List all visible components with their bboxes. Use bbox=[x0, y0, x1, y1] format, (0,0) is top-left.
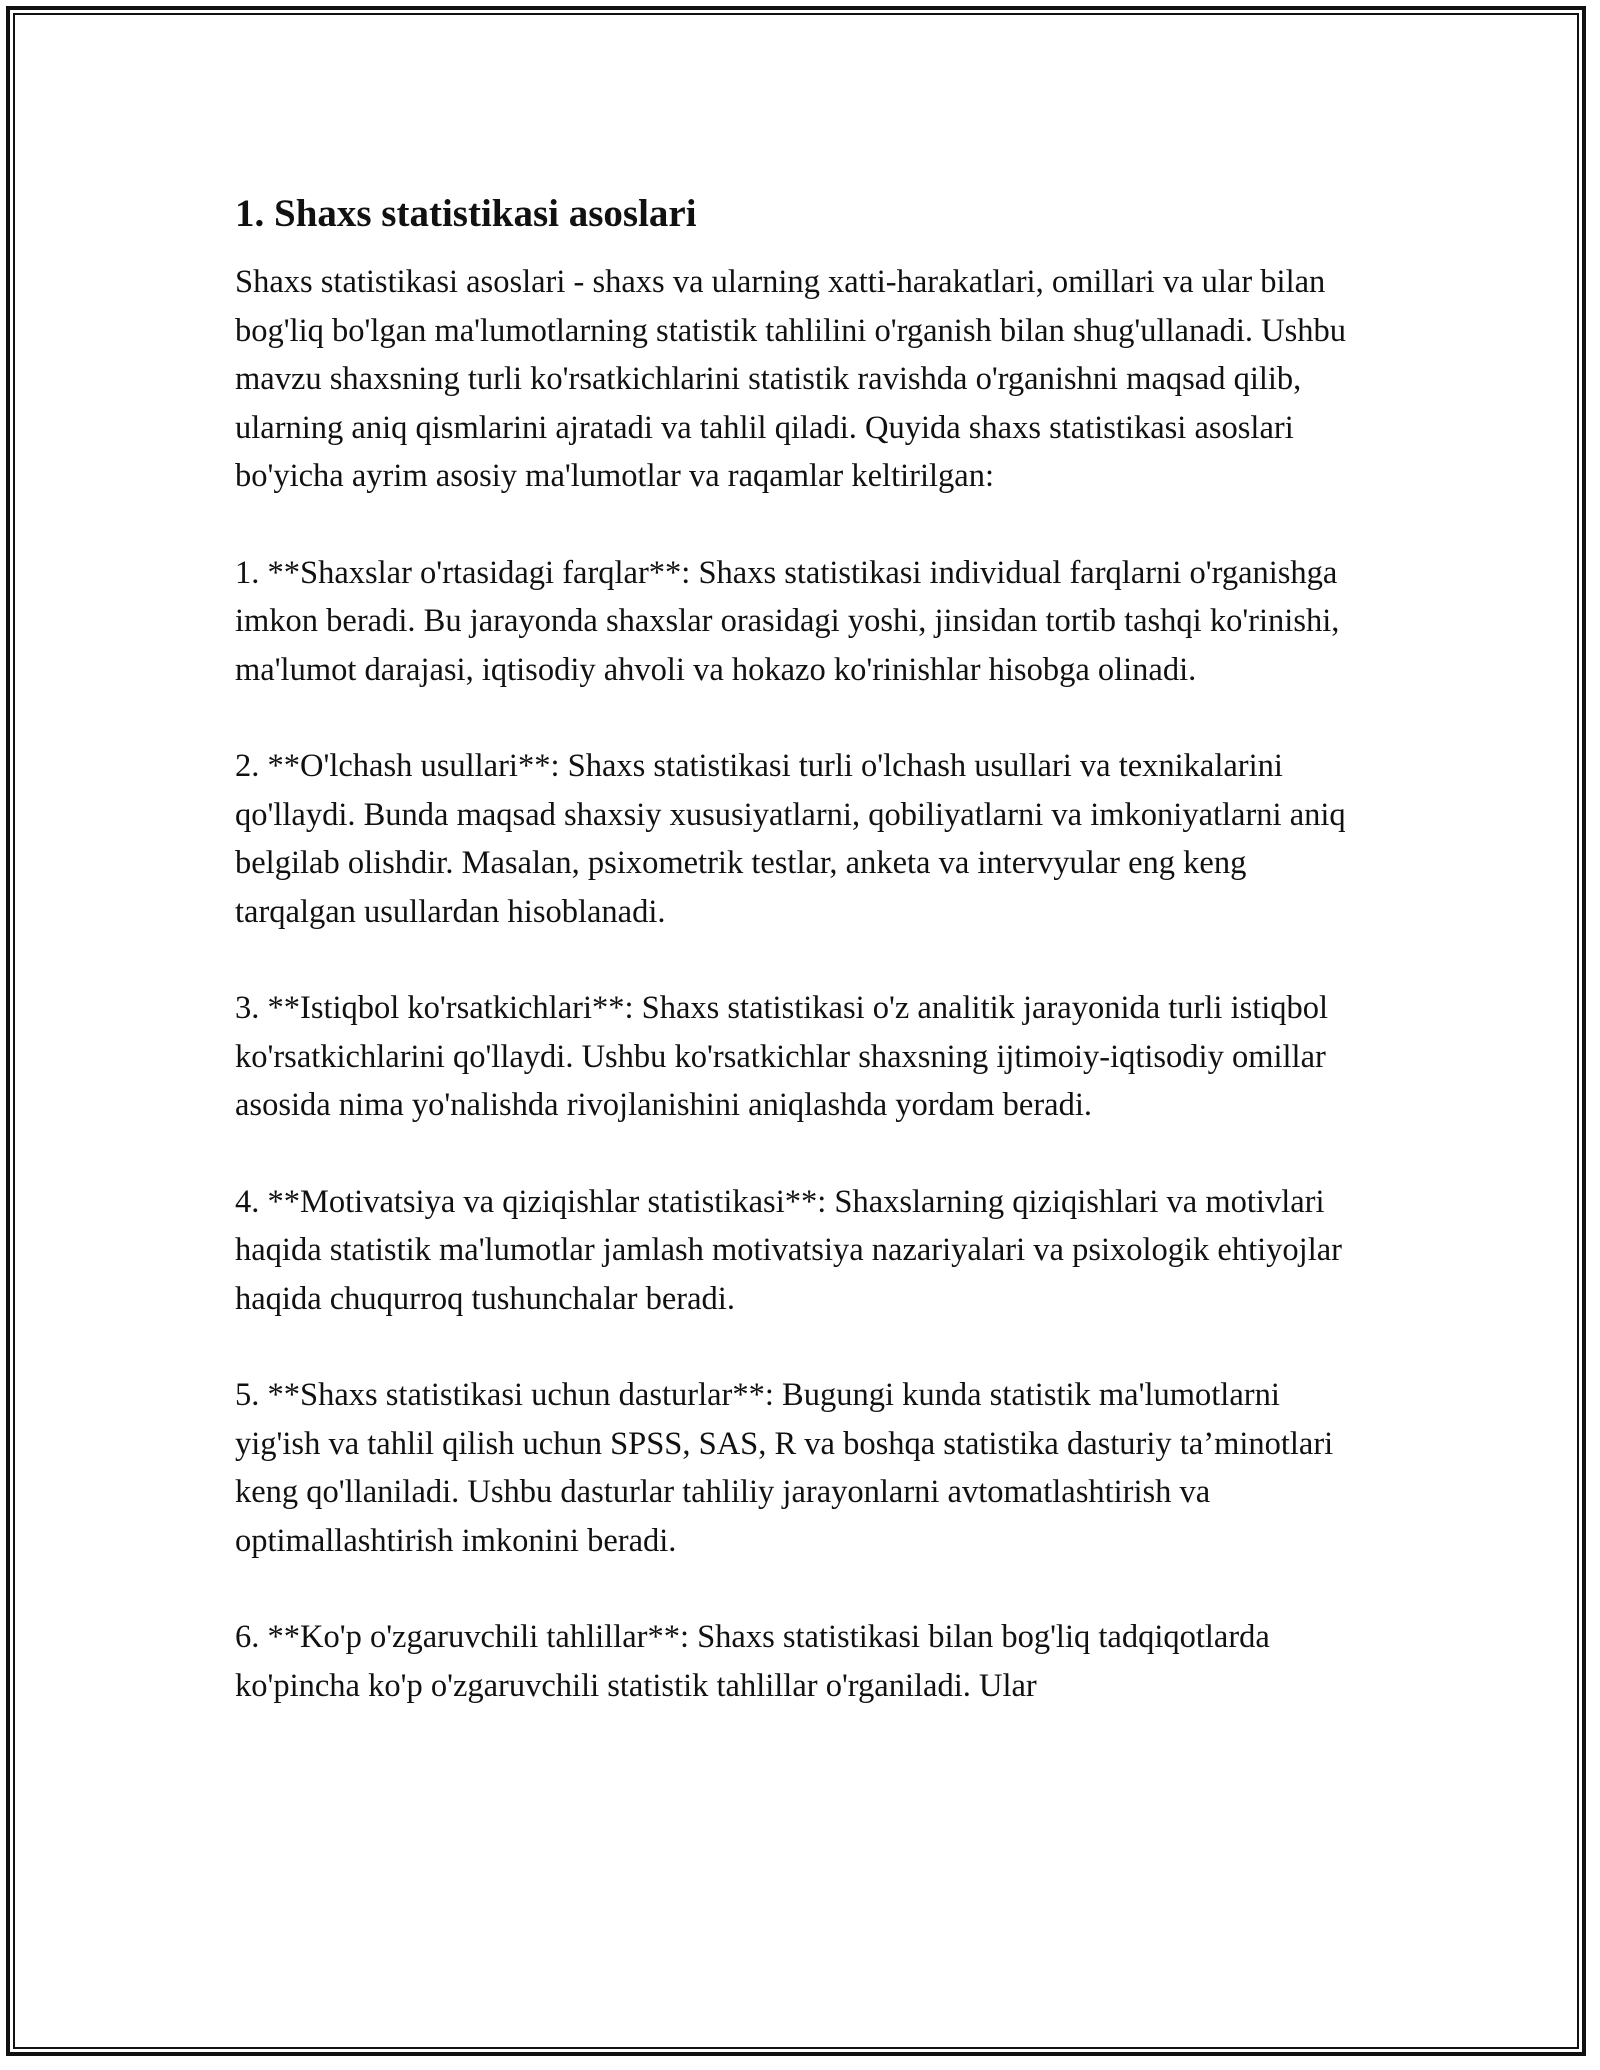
list-item-5: 5. **Shaxs statistikasi uchun dasturlar**: Bugungi kunda statistik ma'lumotlarni yig'ish va tahlil qilish uchun SPSS, SAS, R va boshqa statistika dasturiy ta’minotlari keng qo'llaniladi. Ushbu dasturlar tahliliy jarayonlarni avtomatlashtirish va optimallashtirish imkonini beradi. bbox=[235, 1377, 1334, 1559]
list-item-3: 3. **Istiqbol ko'rsatkichlari**: Shaxs statistikasi o'z analitik jarayonida turli istiqbol ko'rsatkichlarini qo'llaydi. Ushbu ko'rsatkichlar shaxsning ijtimoiy-iqtisodiy omillar asosida nima yo'nalishda rivojlanishini aniqlashda yordam beradi. bbox=[235, 990, 1329, 1123]
document-body bbox=[235, 188, 1365, 1758]
list-item-1: 1. **Shaxslar o'rtasidagi farqlar**: Shaxs statistikasi individual farqlarni o'rganishga imkon beradi. Bu jarayonda shaxslar orasidagi yoshi, jinsidan tortib tashqi ko'rinishi, ma'lumot darajasi, iqtisodiy ahvoli va hokazo ko'rinishlar hisobga olinadi. bbox=[235, 554, 1340, 688]
list-item-2: 2. **O'lchash usullari**: Shaxs statistikasi turli o'lchash usullari va texnikalarini qo'llaydi. Bunda maqsad shaxsiy xususiyatlarni, qobiliyatlarni va imkoniyatlarni aniq belgilab olishdir. Masalan, psixometrik testlar, anketa va intervyular eng keng tarqalgan usullardan hisoblanadi. bbox=[235, 748, 1346, 930]
section-heading: 1. Shaxs statistikasi asoslari bbox=[235, 192, 697, 235]
list-item-4: 4. **Motivatsiya va qiziqishlar statistikasi**: Shaxslarning qiziqishlari va motivlari haqida statistik ma'lumotlar jamlash motivatsiya nazariyalari va psixologik ehtiyojlar haqida chuqurroq tushunchalar beradi. bbox=[235, 1183, 1342, 1317]
intro-paragraph: Shaxs statistikasi asoslari - shaxs va ularning xatti-harakatlari, omillari va ular bilan bog'liq bo'lgan ma'lumotlarning statistik tahlilini o'rganish bilan shug'ullanadi. Ushbu mavzu shaxsning turli ko'rsatkichlarini statistik ravishda o'rganishni maqsad qilib, ularning aniq qismlarini ajratadi va tahlil qiladi. Quyida shaxs statistikasi asoslari bo'yicha ayrim asosiy ma'lumotlar va raqamlar keltirilgan: bbox=[235, 264, 1347, 494]
list-item-6: 6. **Ko'p o'zgaruvchili tahlillar**: Shaxs statistikasi bilan bog'liq tadqiqotlarda ko'pincha ko'p o'zgaruvchili statistik tahlillar o'rganiladi. Ular bbox=[235, 1619, 1270, 1704]
